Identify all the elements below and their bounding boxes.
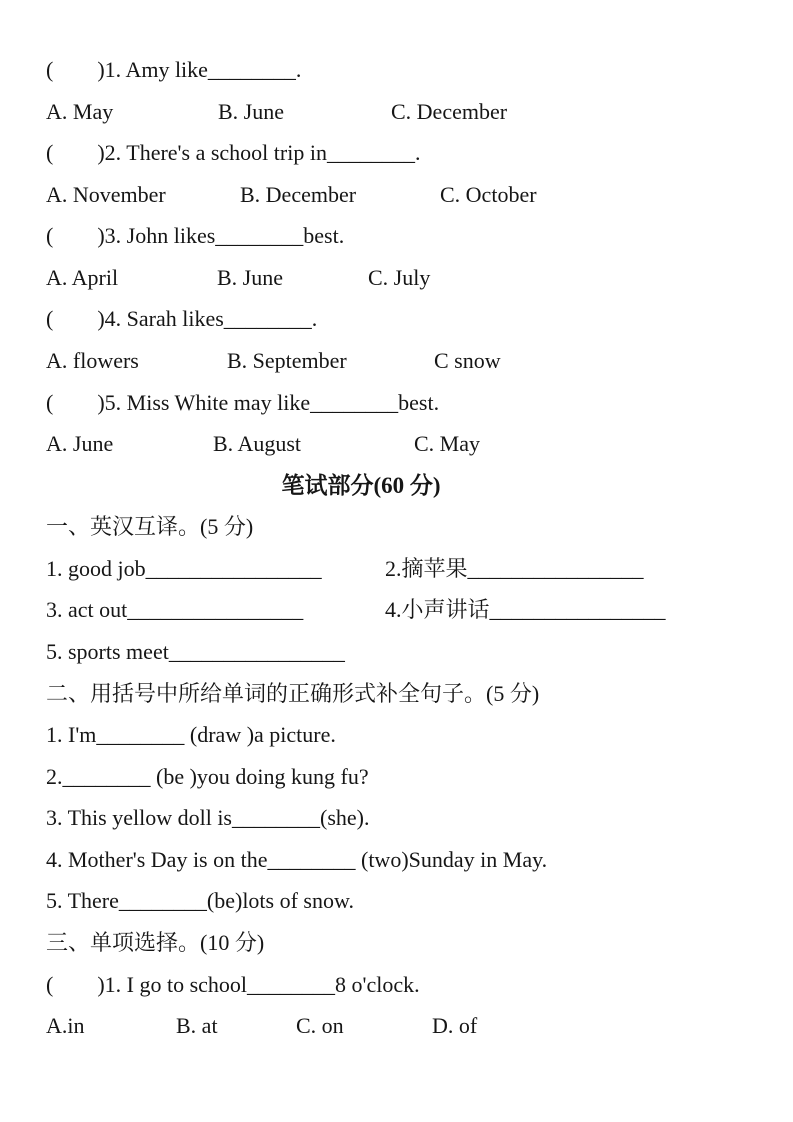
sc-options-row-1 <box>0 1005 793 1047</box>
translation-item-2: 2.摘苹果________________ <box>385 556 644 581</box>
option-a: A. June <box>46 431 114 456</box>
option-b: B. June <box>217 265 283 290</box>
translation-item-4: 4.小声讲话________________ <box>385 597 666 622</box>
option-a: A.in <box>46 1013 85 1038</box>
option-b: B. September <box>227 348 347 373</box>
fill-item-2: 2.________ (be )you doing kung fu? <box>46 764 369 789</box>
fill-item-4: 4. Mother's Day is on the________ (two)Sunday in May. <box>46 847 548 872</box>
translation-item-5: 5. sports meet________________ <box>46 639 345 664</box>
option-a: A. flowers <box>46 348 139 373</box>
option-b: B. June <box>218 99 284 124</box>
option-b: B. August <box>213 431 302 456</box>
option-a: A. May <box>46 99 114 124</box>
option-c: C snow <box>434 348 501 373</box>
option-b: B. December <box>240 182 357 207</box>
mc-options-row-5 <box>0 423 793 465</box>
mc-options-row-3 <box>0 257 793 299</box>
mc-options-row-4 <box>0 340 793 382</box>
mc-question-stem-1: ( )1. Amy like________. <box>46 57 302 82</box>
option-b: B. at <box>176 1013 218 1038</box>
section-2-title: 二、用括号中所给单词的正确形式补全句子。(5 分) <box>46 681 540 706</box>
option-a: A. November <box>46 182 166 207</box>
option-c: C. May <box>414 431 480 456</box>
mc-question-stem-3: ( )3. John likes________best. <box>46 223 345 248</box>
fill-item-3: 3. This yellow doll is________(she). <box>46 805 370 830</box>
option-c: C. July <box>368 265 431 290</box>
translation-row-2 <box>0 589 793 631</box>
option-c: C. on <box>296 1013 344 1038</box>
mc-question-stem-5: ( )5. Miss White may like________best. <box>46 390 440 415</box>
translation-row-3 <box>0 631 793 673</box>
section-3-title: 三、单项选择。(10 分) <box>46 930 265 955</box>
written-part-header: 笔试部分(60 分) <box>281 473 441 498</box>
section-1-title: 一、英汉互译。(5 分) <box>46 514 254 539</box>
translation-row-1 <box>0 548 793 590</box>
option-a: A. April <box>46 265 119 290</box>
fill-item-5: 5. There________(be)lots of snow. <box>46 888 354 913</box>
option-c: C. December <box>391 99 508 124</box>
sc-question-stem-1: ( )1. I go to school________8 o'clock. <box>46 972 420 997</box>
mc-question-stem-2: ( )2. There's a school trip in________. <box>46 140 421 165</box>
mc-options-row-1 <box>0 91 793 133</box>
mc-options-row-2 <box>0 174 793 216</box>
option-d: D. of <box>432 1013 478 1038</box>
fill-item-1: 1. I'm________ (draw )a picture. <box>46 722 336 747</box>
option-c: C. October <box>440 182 537 207</box>
mc-question-stem-4: ( )4. Sarah likes________. <box>46 306 318 331</box>
translation-item-1: 1. good job________________ <box>46 556 322 581</box>
translation-item-3: 3. act out________________ <box>46 597 304 622</box>
